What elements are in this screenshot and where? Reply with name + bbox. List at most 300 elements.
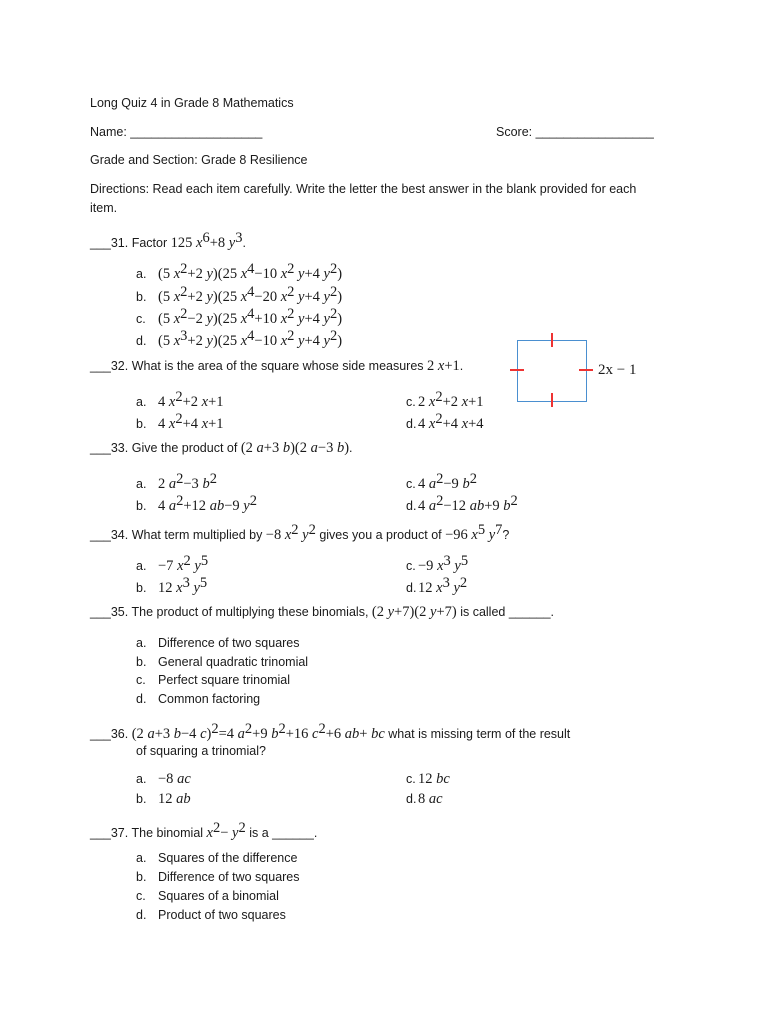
math-run: y: [294, 311, 305, 328]
math-run: +8: [209, 235, 226, 252]
math-run: ab: [341, 726, 360, 743]
math-run: 5: [199, 575, 208, 591]
math-run: 2: [175, 411, 183, 427]
math-run: 2: [180, 284, 188, 300]
math-run: (2: [240, 440, 253, 456]
text-run: Common factoring: [158, 692, 261, 706]
text-run: What is the area of the square whose side measures: [131, 359, 428, 373]
math-run: −8: [265, 527, 282, 544]
math-run: 2: [459, 575, 468, 591]
math-run: +1: [444, 358, 460, 374]
answer-choice[interactable]: [136, 671, 290, 689]
math-run: 3: [180, 328, 188, 344]
choice-letter: a.: [136, 477, 147, 492]
math-run: c: [308, 726, 319, 743]
answer-choice[interactable]: [136, 868, 300, 886]
math-run: (2: [371, 604, 384, 620]
math-run: −12: [443, 498, 467, 515]
math-run: 2: [176, 493, 184, 509]
math-run: +16: [285, 726, 309, 743]
math-run: +1: [468, 394, 484, 411]
math-run: y: [319, 266, 330, 283]
math-run: 5: [477, 522, 486, 538]
answer-choice[interactable]: [136, 849, 297, 867]
math-run: 2: [249, 493, 257, 509]
choice-letter: d.: [406, 499, 417, 514]
math-run: 4: [247, 328, 255, 344]
math-run: 2: [176, 471, 184, 487]
math-run: ): [206, 726, 212, 743]
text-run: .: [349, 441, 353, 455]
math-run: )(2: [290, 440, 308, 456]
math-run: x: [198, 394, 209, 411]
choice-letter: d.: [406, 417, 417, 432]
math-run: bc: [367, 726, 385, 743]
text-run: what is missing term of the result: [384, 727, 571, 742]
math-run: y: [239, 498, 250, 515]
math-run: 4: [158, 394, 166, 411]
math-run: 4: [247, 261, 255, 277]
math-run: +4: [468, 416, 484, 433]
math-run: )(25: [212, 266, 238, 283]
math-run: x: [173, 558, 184, 575]
name-field[interactable]: Name: ___________________: [90, 125, 263, 139]
question-stem: [90, 357, 463, 375]
choice-letter: b.: [136, 870, 147, 884]
math-run: x: [425, 394, 436, 411]
math-run: 5: [162, 311, 171, 328]
math-run: 2: [278, 721, 286, 737]
math-run: 2: [435, 411, 443, 427]
math-run: 2: [469, 471, 477, 487]
math-run: x: [198, 416, 209, 433]
math-run: 2: [308, 522, 316, 538]
question-stem: [90, 229, 246, 252]
math-run: +3: [263, 440, 280, 456]
math-run: 2: [212, 820, 221, 836]
question-stem-continued: of squaring a trinomial?: [136, 744, 266, 758]
text-run: Factor: [131, 236, 171, 251]
choice-letter: c.: [136, 673, 146, 687]
math-run: +: [359, 726, 368, 743]
math-run: 3: [235, 230, 243, 246]
math-run: a: [307, 440, 318, 456]
math-run: 3: [182, 575, 190, 591]
math-run: x: [277, 266, 288, 283]
text-run: gives you a product of: [315, 528, 446, 543]
math-run: a: [425, 498, 437, 515]
math-run: y: [294, 289, 305, 306]
math-run: ): [337, 333, 343, 350]
math-run: y: [202, 311, 213, 328]
math-run: 4: [418, 498, 426, 515]
math-run: 3: [442, 575, 450, 591]
choice-letter: a.: [136, 559, 147, 574]
math-run: y: [202, 333, 213, 350]
math-run: x: [172, 580, 183, 597]
math-run: y: [189, 580, 200, 597]
math-run: −10: [254, 266, 278, 283]
answer-choice[interactable]: [136, 574, 207, 597]
math-run: x: [458, 394, 469, 411]
score-field[interactable]: Score: _________________: [496, 125, 654, 139]
math-run: y: [449, 580, 460, 597]
math-run: y: [202, 266, 213, 283]
directions: Directions: Read each item carefully. Write the letter the best answer in the blank provided for each item.: [90, 182, 637, 215]
math-run: +4: [182, 416, 198, 433]
math-run: x: [281, 527, 292, 544]
math-run: 2: [287, 328, 295, 344]
choice-letter: a.: [136, 636, 147, 650]
math-run: y: [450, 558, 461, 575]
question-number[interactable]: ___36.: [90, 727, 132, 742]
question-stem: [90, 819, 317, 842]
math-run: x: [192, 235, 203, 252]
square-figure: [507, 330, 642, 408]
math-run: y: [298, 527, 309, 544]
math-run: a: [234, 726, 245, 743]
math-run: +2: [442, 394, 458, 411]
text-run: is called ______.: [456, 605, 555, 619]
math-run: x: [277, 333, 288, 350]
math-run: y: [294, 266, 305, 283]
math-run: +4: [442, 416, 458, 433]
math-run: 5: [162, 289, 171, 306]
math-run: 3: [443, 553, 451, 569]
text-run: .: [459, 359, 464, 373]
math-run: 2: [329, 328, 338, 344]
answer-choice[interactable]: [136, 770, 191, 788]
math-run: −3: [317, 440, 334, 456]
math-run: −96: [445, 527, 468, 544]
math-run: ): [337, 311, 343, 328]
question-number[interactable]: ___37.: [90, 826, 132, 841]
math-run: (: [158, 289, 163, 306]
math-run: 6: [202, 230, 210, 246]
answer-choice[interactable]: [406, 574, 467, 597]
answer-choice[interactable]: [136, 470, 217, 493]
answer-choice[interactable]: [406, 790, 443, 808]
text-run: Product of two squares: [158, 908, 286, 922]
math-run: 2: [287, 284, 295, 300]
math-run: ab: [206, 498, 225, 515]
math-run: b: [198, 476, 210, 493]
math-run: −2: [187, 311, 203, 328]
math-run: 2: [291, 522, 299, 538]
math-run: 2: [244, 721, 253, 737]
math-run: ): [344, 440, 350, 456]
math-run: +4: [304, 266, 320, 283]
math-run: +10: [254, 311, 278, 328]
text-run: What term multiplied by: [131, 528, 266, 543]
math-run: ab: [172, 791, 191, 807]
text-run: Difference of two squares: [158, 636, 300, 650]
math-run: (2: [131, 726, 144, 743]
answer-choice[interactable]: [406, 770, 450, 788]
math-run: 4: [158, 498, 166, 515]
math-run: (: [158, 333, 163, 350]
math-run: −9: [224, 498, 240, 515]
math-run: 12: [418, 580, 433, 597]
math-run: 2: [329, 306, 338, 322]
math-run: 2: [175, 389, 183, 405]
answer-choice[interactable]: [406, 470, 477, 493]
math-run: b: [279, 440, 291, 456]
math-run: −: [220, 825, 229, 842]
math-run: x: [237, 289, 248, 306]
question-stem: [90, 603, 554, 621]
math-run: a: [143, 726, 155, 743]
answer-choice[interactable]: [136, 492, 257, 515]
math-run: x: [170, 333, 181, 350]
answer-choice[interactable]: [136, 887, 279, 905]
math-run: −9: [443, 476, 459, 493]
math-run: x: [458, 416, 469, 433]
answer-choice[interactable]: [136, 283, 342, 306]
math-run: b: [499, 498, 511, 515]
answer-choice[interactable]: [136, 906, 286, 924]
math-run: 2: [427, 358, 435, 374]
math-run: 12: [418, 771, 433, 787]
math-run: −7: [158, 558, 174, 575]
answer-choice[interactable]: [406, 552, 468, 575]
question-number[interactable]: ___33.: [90, 441, 132, 455]
math-run: ac: [425, 791, 443, 807]
math-run: y: [228, 825, 239, 842]
text-run: General quadratic trinomial: [158, 655, 309, 669]
math-run: x: [170, 289, 181, 306]
choice-letter: a.: [136, 851, 147, 865]
math-run: −4: [181, 726, 197, 743]
math-run: x: [237, 266, 248, 283]
math-run: 2: [209, 471, 217, 487]
math-run: 8: [418, 791, 426, 807]
answer-choice[interactable]: [136, 690, 260, 708]
math-run: +4: [304, 311, 320, 328]
question-number[interactable]: ___34.: [90, 528, 132, 543]
math-run: 4: [158, 416, 166, 433]
math-run: y: [190, 558, 201, 575]
choice-letter: a.: [136, 267, 147, 282]
math-run: +4: [304, 289, 320, 306]
math-run: 5: [162, 266, 171, 283]
math-run: x: [433, 558, 444, 575]
math-run: 2: [510, 493, 518, 509]
choice-letter: b.: [136, 290, 147, 305]
math-run: y: [426, 604, 437, 620]
math-run: +7)(2: [394, 604, 427, 620]
math-run: x: [165, 416, 176, 433]
math-run: +2: [187, 333, 203, 350]
math-run: ac: [173, 771, 191, 787]
math-run: 5: [162, 333, 171, 350]
answer-choice[interactable]: [406, 410, 484, 433]
choice-letter: b.: [136, 655, 147, 669]
math-run: x: [237, 311, 248, 328]
math-run: y: [294, 333, 305, 350]
math-run: 2: [329, 261, 338, 277]
math-run: b: [458, 476, 470, 493]
math-run: x: [425, 416, 436, 433]
answer-choice[interactable]: [136, 260, 342, 283]
math-run: y: [319, 333, 330, 350]
math-run: 2: [238, 820, 246, 836]
math-run: −8: [158, 771, 174, 787]
answer-choice[interactable]: [136, 327, 342, 350]
math-run: 2: [329, 284, 338, 300]
math-run: 2: [436, 493, 444, 509]
math-run: 5: [200, 553, 209, 569]
math-run: 2: [180, 306, 188, 322]
math-run: +9: [484, 498, 500, 515]
math-run: +3: [154, 726, 171, 743]
math-run: )(25: [212, 289, 238, 306]
text-run: .: [242, 236, 246, 251]
question-number[interactable]: ___35.: [90, 605, 132, 619]
math-run: 2: [418, 394, 426, 411]
math-run: 2: [287, 261, 295, 277]
question-number[interactable]: ___31.: [90, 236, 132, 251]
math-run: a: [165, 498, 177, 515]
text-run: The binomial: [131, 826, 207, 841]
answer-choice[interactable]: [136, 388, 224, 411]
answer-choice[interactable]: [136, 790, 191, 808]
choice-letter: c.: [406, 395, 416, 410]
text-run: ?: [502, 528, 510, 543]
choice-letter: b.: [136, 581, 147, 596]
math-run: +6: [325, 726, 342, 743]
choice-letter: d.: [406, 581, 417, 596]
math-run: 7: [495, 522, 503, 538]
math-run: 2: [158, 476, 166, 493]
math-run: 2: [183, 553, 191, 569]
choice-letter: c.: [136, 889, 146, 903]
math-run: −20: [254, 289, 278, 306]
math-run: 4: [247, 284, 255, 300]
math-run: 2: [435, 389, 443, 405]
text-run: Squares of the difference: [158, 851, 298, 865]
choice-letter: c.: [406, 559, 416, 574]
math-run: x: [277, 311, 288, 328]
math-run: 2: [318, 721, 326, 737]
math-run: y: [225, 235, 236, 252]
math-run: 2: [180, 261, 188, 277]
math-run: (: [158, 266, 163, 283]
math-run: =4: [218, 726, 235, 743]
math-run: ): [337, 266, 343, 283]
text-run: Difference of two squares: [158, 870, 300, 884]
math-run: c: [196, 726, 207, 743]
answer-choice[interactable]: [406, 388, 484, 411]
math-run: x: [206, 825, 213, 842]
answer-choice[interactable]: [136, 410, 224, 433]
math-run: ): [337, 289, 343, 306]
math-run: y: [319, 311, 330, 328]
math-run: b: [267, 726, 279, 743]
grade-section: Grade and Section: Grade 8 Resilience: [90, 153, 308, 167]
text-run: The product of multiplying these binomials,: [131, 605, 372, 619]
math-run: 4: [418, 416, 426, 433]
math-run: y: [319, 289, 330, 306]
math-run: )(25: [212, 311, 238, 328]
math-run: x: [277, 289, 288, 306]
math-run: −9: [418, 558, 434, 575]
math-run: +1: [208, 394, 224, 411]
math-run: y: [202, 289, 213, 306]
choice-letter: b.: [136, 499, 147, 514]
math-run: +2: [182, 394, 198, 411]
text-run: Squares of a binomial: [158, 889, 279, 903]
choice-letter: c.: [406, 772, 416, 786]
math-run: 4: [418, 476, 426, 493]
math-run: x: [432, 580, 443, 597]
answer-choice[interactable]: [136, 653, 308, 671]
choice-letter: d.: [136, 334, 147, 349]
math-run: x: [170, 266, 181, 283]
question-stem: [90, 720, 570, 743]
math-run: −3: [183, 476, 199, 493]
math-run: a: [425, 476, 437, 493]
math-run: b: [170, 726, 181, 743]
math-run: 2: [436, 471, 444, 487]
math-run: +1: [208, 416, 224, 433]
math-run: 5: [460, 553, 469, 569]
choice-letter: a.: [136, 772, 147, 786]
choice-letter: d.: [136, 692, 147, 706]
choice-letter: c.: [406, 477, 416, 492]
math-run: +7): [436, 604, 457, 620]
math-run: +9: [252, 726, 268, 743]
text-run: Give the product of: [131, 441, 241, 455]
math-run: x: [434, 358, 445, 374]
math-run: y: [485, 527, 496, 544]
math-run: x: [165, 394, 176, 411]
math-run: +2: [187, 289, 203, 306]
math-run: −10: [254, 333, 278, 350]
answer-choice[interactable]: [406, 492, 518, 515]
math-run: 12: [158, 580, 173, 597]
choice-letter: c.: [136, 312, 146, 327]
math-run: ab: [466, 498, 485, 515]
question-number[interactable]: ___32.: [90, 359, 132, 373]
question-stem: [90, 521, 509, 544]
math-run: 2: [287, 306, 295, 322]
math-run: 12: [158, 791, 173, 807]
choice-letter: d.: [136, 908, 147, 922]
text-run: is a ______.: [245, 826, 318, 841]
math-run: (: [158, 311, 163, 328]
math-run: )(25: [212, 333, 238, 350]
math-run: +12: [183, 498, 207, 515]
math-run: x: [170, 311, 181, 328]
answer-choice[interactable]: [136, 634, 300, 652]
math-run: x: [467, 527, 478, 544]
math-run: y: [383, 604, 395, 620]
math-run: +4: [304, 333, 320, 350]
side-label: 2x − 1: [598, 362, 637, 378]
text-run: Perfect square trinomial: [158, 673, 291, 687]
choice-letter: a.: [136, 395, 147, 410]
math-run: b: [333, 440, 345, 456]
quiz-title: Long Quiz 4 in Grade 8 Mathematics: [90, 96, 294, 110]
math-run: 4: [247, 306, 255, 322]
math-run: a: [252, 440, 264, 456]
choice-letter: b.: [136, 417, 147, 432]
answer-choice[interactable]: [136, 552, 208, 575]
math-run: 2: [211, 721, 219, 737]
answer-choice[interactable]: [136, 305, 342, 328]
choice-letter: d.: [406, 792, 417, 806]
